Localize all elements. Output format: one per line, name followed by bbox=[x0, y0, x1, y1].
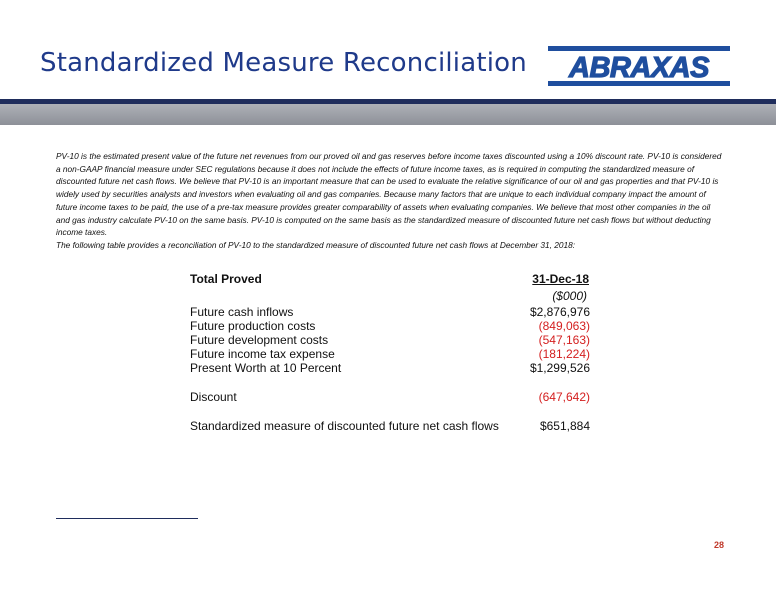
table-row bbox=[190, 361, 600, 377]
row-value: $1,299,526 bbox=[529, 361, 590, 375]
intro-text bbox=[56, 150, 722, 252]
header-label: Total Proved bbox=[190, 272, 262, 286]
row-value: (849,063) bbox=[538, 319, 590, 333]
table-row bbox=[190, 419, 600, 435]
header-bar bbox=[0, 99, 776, 125]
footnote-rule bbox=[56, 518, 198, 519]
row-value: $2,876,976 bbox=[529, 305, 590, 319]
row-label: Discount bbox=[190, 390, 237, 404]
units-label: ($000) bbox=[552, 289, 587, 303]
logo-top-bar bbox=[548, 46, 730, 51]
row-label: Standardized measure of discounted future net cash flows bbox=[190, 419, 499, 433]
row-label: Present Worth at 10 Percent bbox=[190, 361, 342, 375]
row-label: Future income tax expense bbox=[190, 347, 335, 361]
intro-paragraph-2: The following table provides a reconciliation of PV-10 to the standardized measure of discounted future net cash flows at December 31, 2018: bbox=[56, 239, 576, 250]
table-header-row bbox=[190, 272, 600, 303]
table-row bbox=[190, 390, 600, 406]
row-value: (647,642) bbox=[538, 390, 590, 404]
logo-text: ABRAXAS bbox=[569, 52, 709, 84]
row-label: Future development costs bbox=[190, 333, 329, 347]
row-value: (181,224) bbox=[538, 347, 590, 361]
page-number: 28 bbox=[714, 540, 725, 550]
slide-title: Standardized Measure Reconciliation bbox=[40, 48, 527, 78]
header-date: 31-Dec-18 bbox=[532, 272, 589, 286]
intro-paragraph-1: PV-10 is the estimated present value of the future net revenues from our proved oil and gas reserves before income taxes discounted using a 10% discount rate. PV-10 is considered a non-GAAP financial measure under SEC regulations because it does not include the effects of future income taxes, as is required in computing the standardized measure of discounted future net cash flows. We believe that PV-10 is an important measure that can be used to evaluate the relative significance of our oil and gas properties and that PV-10 is widely used by securities analysts and investors when evaluating oil and gas companies. Because many factors that are unique to each individual company impact the amount of future income taxes to be paid, the use of a pre-tax measure provides greater comparability of assets when evaluating companies. We believe that most other companies in the oil and gas industry calculate PV-10 on the same basis. PV-10 is computed on the same basis as the standardized measure of discounted future net cash flows but without deducting income taxes. bbox=[56, 151, 722, 238]
row-label: Future production costs bbox=[190, 319, 316, 333]
row-value: (547,163) bbox=[538, 333, 590, 347]
abraxas-logo bbox=[548, 46, 730, 86]
row-label: Future cash inflows bbox=[190, 305, 294, 319]
row-value: $651,884 bbox=[539, 419, 590, 433]
